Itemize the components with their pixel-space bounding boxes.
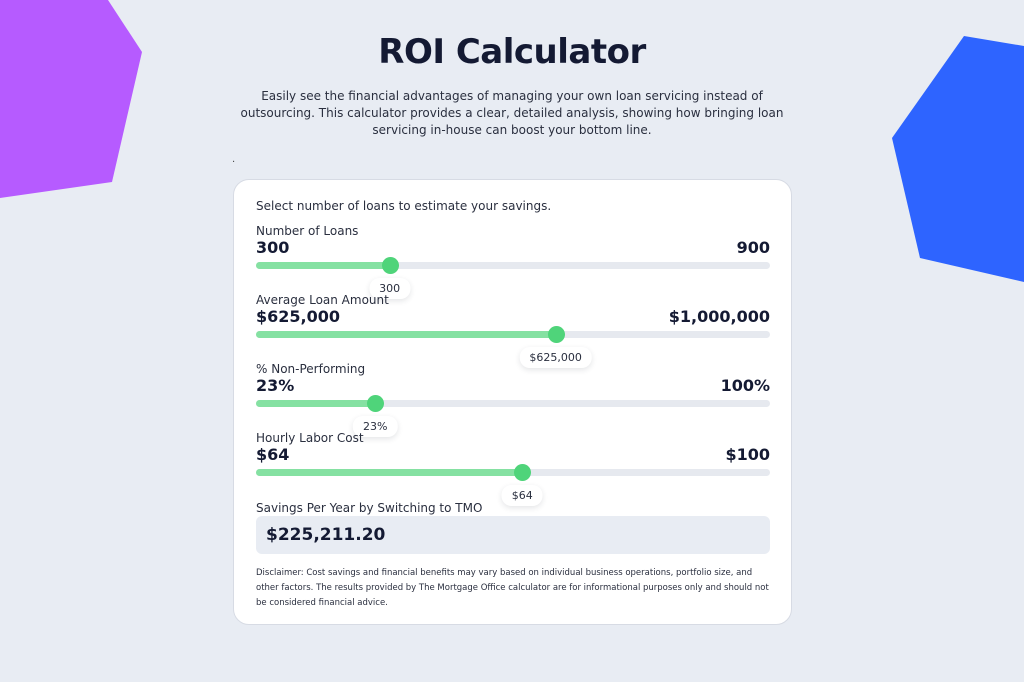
disclaimer-text: Disclaimer: Cost savings and financial benefits may vary based on individual business operations, portfolio size, and other factors. The results provided by The Mortgage Office calculator are for informational purposes only and should not be considered financial advice. <box>256 568 769 608</box>
slider-label: % Non-Performing <box>256 362 366 376</box>
slider-values <box>256 238 770 260</box>
slider-values <box>256 307 770 329</box>
slider-track[interactable] <box>256 400 770 407</box>
slider-current-value: 300 <box>256 238 290 257</box>
slider-label: Number of Loans <box>256 224 359 238</box>
blue-hexagon-decoration <box>892 36 1024 282</box>
page-title: ROI Calculator <box>378 32 646 72</box>
slider-max-value: $100 <box>725 445 770 464</box>
slider-current-value: $64 <box>256 445 290 464</box>
slider-thumb[interactable] <box>382 257 399 274</box>
slider-tooltip: 23% <box>353 416 397 437</box>
slider-current-value: 23% <box>256 376 295 395</box>
slider-current-value: $625,000 <box>256 307 341 326</box>
slider-values <box>256 445 770 467</box>
slider-label: Hourly Labor Cost <box>256 431 364 445</box>
slider-max-value: $1,000,000 <box>668 307 770 326</box>
slider-fill <box>256 262 390 269</box>
instructions-text: Select number of loans to estimate your savings. <box>256 199 552 213</box>
slider-tooltip: $625,000 <box>519 347 592 368</box>
slider-fill <box>256 331 556 338</box>
slider-values <box>256 376 770 398</box>
stray-dot: . <box>232 154 236 165</box>
slider-tooltip: $64 <box>502 485 543 506</box>
slider-max-value: 900 <box>736 238 770 257</box>
savings-output <box>256 516 770 554</box>
savings-value: $225,211.20 <box>266 525 386 545</box>
slider-fill <box>256 400 375 407</box>
slider-track[interactable] <box>256 469 770 476</box>
slider-track[interactable] <box>256 262 770 269</box>
savings-label: Savings Per Year by Switching to TMO <box>256 501 483 515</box>
purple-hexagon-decoration <box>0 0 145 200</box>
slider-fill <box>256 469 522 476</box>
slider-max-value: 100% <box>720 376 770 395</box>
slider-track[interactable] <box>256 331 770 338</box>
slider-thumb[interactable] <box>548 326 565 343</box>
slider-thumb[interactable] <box>514 464 531 481</box>
calculator-card <box>233 179 792 625</box>
slider-tooltip: 300 <box>369 278 410 299</box>
page-description: Easily see the financial advantages of managing your own loan servicing instead of outsourcing. This calculator provides a clear, detailed analysis, showing how bringing loan servicing in-house can boost your bottom line. <box>240 89 784 137</box>
slider-label: Average Loan Amount <box>256 293 389 307</box>
slider-thumb[interactable] <box>367 395 384 412</box>
